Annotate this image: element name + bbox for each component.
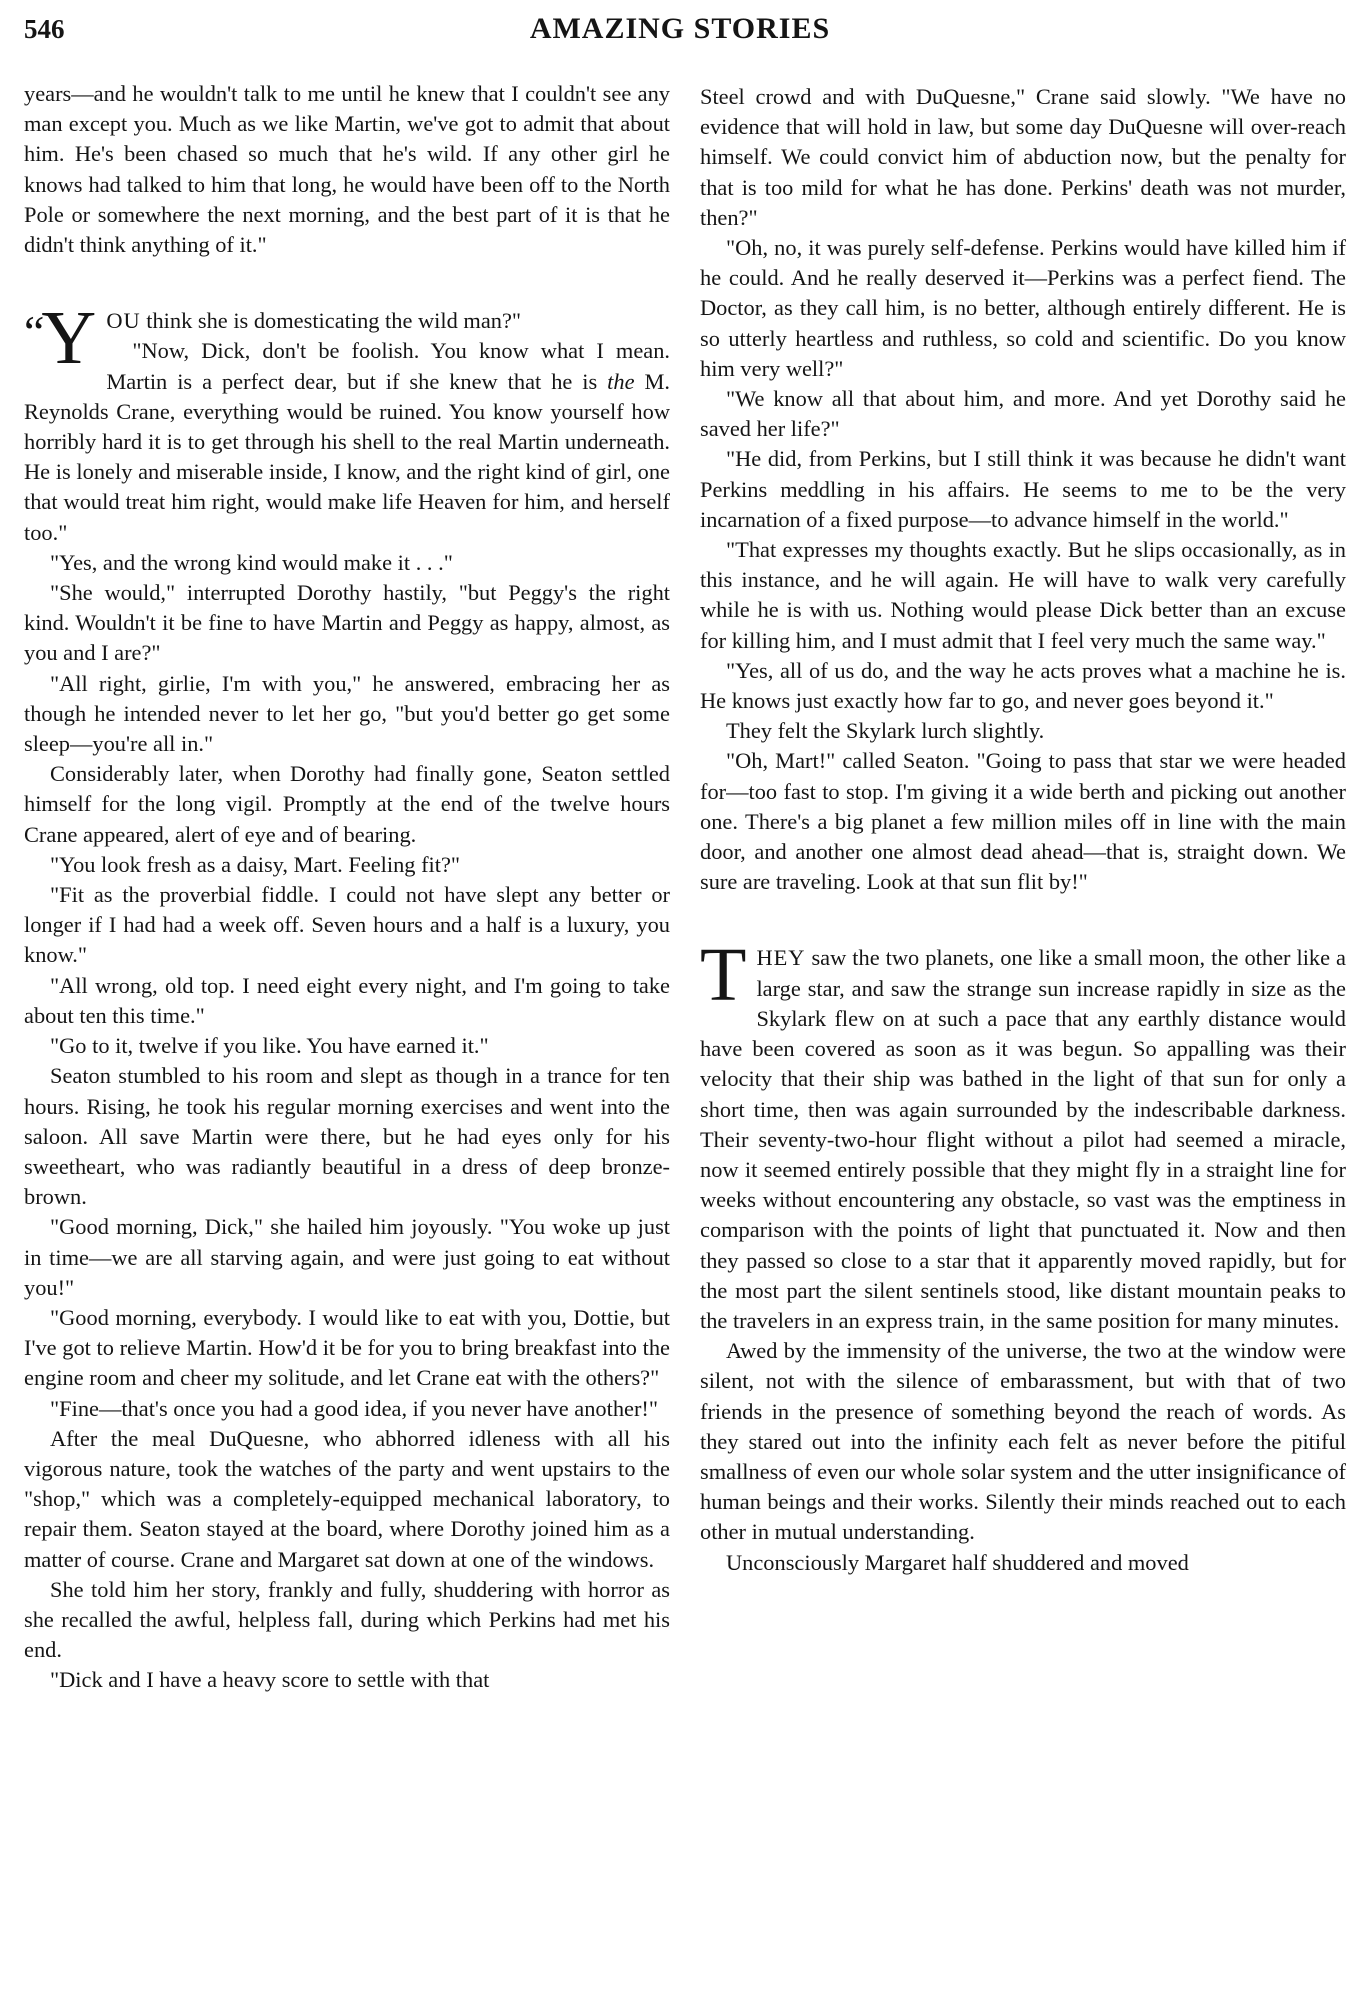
paragraph: "Fine—that's once you had a good idea, if you never have another!": [50, 1395, 659, 1421]
section-opening-paragraph: [700, 933, 1346, 1336]
paragraph: She told him her story, frankly and fully, shuddering with horror as she recalled the awful, helpless fall, during which Perkins had met his end.: [24, 1576, 670, 1663]
paragraph-text: saw the two planets, one like a small moon, the other like a large star, and saw the strange sun increase rapidly in size as the Skylark flew on at such a pace that any earthly distance would have been covered as soon as it was begun. So appalling was their velocity that their ship was bathed in the light of that sun for only a short time, then was again surrounded by the indescribable darkness. Their seventy-two-hour flight without a pilot had seemed a miracle, now it seemed entirely possible that they might fly in a straight line for weeks without encountering any obstacle, so vast was the emptiness in comparison with the points of light that punctuated it. Now and then they passed so close to a star that it apparently moved rapidly, but for the most part the silent sentinels stood, like distant mountain peaks to the travelers in an express train, in the same position for many minutes.: [700, 945, 1346, 1333]
page-number: 546: [24, 14, 65, 44]
paragraph: years—and he wouldn't talk to me until he knew that I couldn't see any man except you. Much as we like Martin, we've got to admit that about him. He's been chased so much that he's wild. If any other girl he knows had talked to him that long, he would have been off to the North Pole or somewhere the next morning, and the best part of it is that he didn't think anything of it.": [24, 81, 670, 258]
paragraph-text: "Now, Dick, don't be foolish. You know what I mean. Martin is a perfect dear, but if she knew that he is: [106, 338, 670, 394]
paragraph: "All right, girlie, I'm with you," he answered, embracing her as though he intended never to let her go, "but you'd better go get some sleep—you're all in.": [24, 670, 670, 757]
section-break: [24, 260, 670, 306]
drop-cap: [24, 296, 97, 381]
paragraph: "All wrong, old top. I need eight every night, and I'm going to take about ten this time.": [24, 972, 670, 1028]
paragraph: "That expresses my thoughts exactly. But he slips occasionally, as in this instance, and he will again. He will have to walk very carefully while he is with us. Nothing would please Dick better than an excuse for killing him, and I must admit that I feel very much the same way.": [700, 537, 1346, 653]
paragraph: "Go to it, twelve if you like. You have earned it.": [50, 1033, 489, 1059]
paragraph-text: M. Reynolds Crane, everything would be ruined. You know yourself how horribly hard it is to get through his shell to the real Martin underneath. He is lonely and miserable inside, I know, and the right kind of girl, one that would treat him right, would make life Heaven for him, and herself too.": [24, 368, 670, 545]
small-caps-lead: OU: [106, 308, 141, 334]
paragraph: "She would," interrupted Dorothy hastily, "but Peggy's the right kind. Wouldn't it be fine to have Martin and Peggy as happy, almost, as you and I are?": [24, 580, 670, 666]
paragraph: Considerably later, when Dorothy had finally gone, Seaton settled himself for the long vigil. Promptly at the end of the twelve hours Crane appeared, alert of eye and of bearing.: [24, 761, 670, 847]
paragraph: Seaton stumbled to his room and slept as though in a trance for ten hours. Rising, he took his regular morning exercises and went into the saloon. All save Martin were there, but he had eyes only for his sweetheart, who was radiantly beautiful in a dress of deep bronze-brown.: [24, 1063, 670, 1210]
paragraph: "You look fresh as a daisy, Mart. Feeling fit?": [50, 851, 461, 877]
paragraph: Steel crowd and with DuQuesne," Crane said slowly. "We have no evidence that will hold in law, but some day DuQuesne will over-reach himself. We could convict him of abduction now, but the penalty for that is too mild for what he has done. Perkins' death was not murder, then?": [700, 84, 1346, 230]
paragraph: "We know all that about him, and more. And yet Dorothy said he saved her life?": [700, 386, 1346, 442]
paragraph: "Oh, no, it was purely self-defense. Perkins would have killed him if he could. And he really deserved it—Perkins was a perfect fiend. The Doctor, as they call him, is no better, although entirely different. He is so utterly heartless and ruthless, so cold and scientific. Do you know him very well?": [700, 235, 1346, 381]
paragraph: [24, 336, 670, 547]
right-column: [700, 82, 1346, 1578]
paragraph-text: think she is domesticating the wild man?": [140, 308, 522, 334]
drop-cap: T: [700, 933, 747, 1018]
paragraph: "Fit as the proverbial fiddle. I could not have slept any better or longer if I had had a week off. Seven hours and a half is a luxury, you know.": [24, 882, 670, 968]
section-break: [700, 897, 1346, 943]
paragraph: Unconsciously Margaret half shuddered and moved: [726, 1549, 1189, 1575]
paragraph: They felt the Skylark lurch slightly.: [726, 718, 1045, 744]
paragraph: "He did, from Perkins, but I still think it was because he didn't want Perkins meddling in his affairs. He seems to me to be the very incarnation of a fixed purpose—to advance himself in the world.": [700, 446, 1346, 532]
paragraph: "Yes, all of us do, and the way he acts proves what a machine he is. He knows just exactly how far to go, and never goes beyond it.": [700, 657, 1346, 714]
paragraph: "Good morning, Dick," she hailed him joyously. "You woke up just in time—we are all starving again, and were just going to eat without you!": [24, 1214, 670, 1300]
drop-cap-letter: Y: [41, 296, 97, 381]
running-header-title: AMAZING STORIES: [529, 12, 831, 45]
paragraph: "Good morning, everybody. I would like to eat with you, Dottie, but I've got to relieve Martin. How'd it be for you to bring breakfast into the engine room and cheer my solitude, and let Crane eat with the others?": [24, 1304, 670, 1391]
left-column: [24, 79, 670, 1696]
paragraph: After the meal DuQuesne, who abhorred idleness with all his vigorous nature, took the watches of the party and went upstairs to the "shop," which was a completely-equipped mechanical laboratory, to repair them. Seaton stayed at the board, where Dorothy joined him as a matter of course. Crane and Margaret sat down at one of the windows.: [24, 1425, 670, 1572]
emphasis-text: the: [607, 368, 635, 394]
paragraph: "Yes, and the wrong kind would make it . . .": [50, 549, 453, 575]
drop-cap-quote: “: [24, 306, 42, 358]
paragraph: "Dick and I have a heavy score to settle with that: [50, 1667, 490, 1693]
paragraph: Awed by the immensity of the universe, the two at the window were silent, not with the silence of embarassment, but with that of two friends in the presence of something beyond the reach of words. As they stared out into the infinity each felt as never before the pitiful smallness of even our whole solar system and the utter insignificance of human beings and their works. Silently their minds reached out to each other in mutual understanding.: [700, 1338, 1346, 1545]
small-caps-lead: HEY: [756, 945, 806, 971]
paragraph: "Oh, Mart!" called Seaton. "Going to pass that star we were headed for—too fast to stop. I'm giving it a wide berth and picking out another one. There's a big planet a few million miles off in line with the main door, and another one almost dead ahead—that is, straight down. We sure are traveling. Look at that sun flit by!": [700, 748, 1346, 895]
